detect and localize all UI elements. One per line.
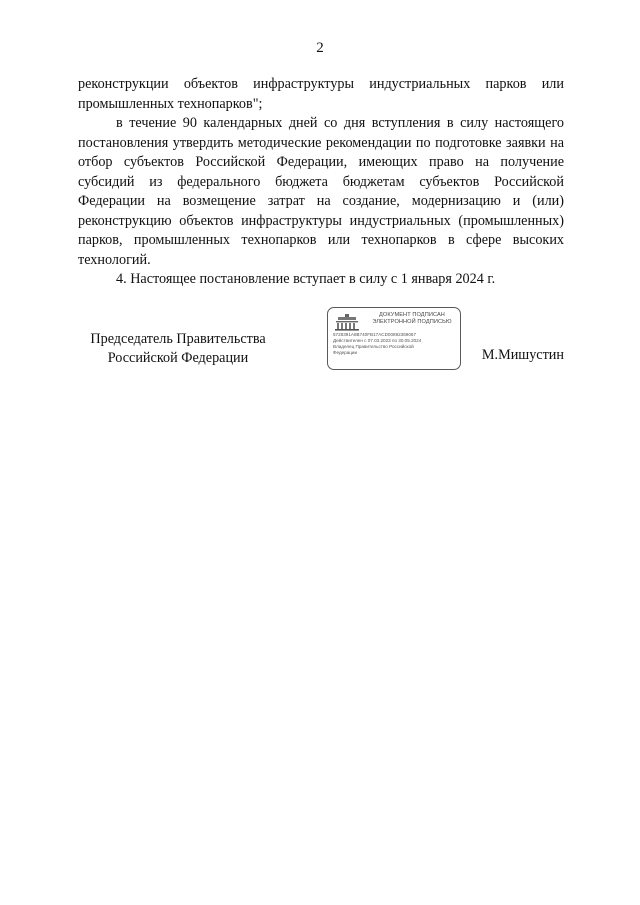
signatory-name: М.Мишустин (481, 347, 564, 363)
stamp-header-line1: ДОКУМЕНТ ПОДПИСАН (379, 312, 445, 318)
stamp-owner-line2: Федерации (333, 349, 358, 355)
paragraph-continuation: реконструкции объектов инфраструктуры индустриальных парков или промышленных технопарков"; (78, 76, 564, 112)
signatory-title-line2: Российской Федерации (107, 350, 249, 366)
paragraph-effective-date: 4. Настоящее постановление вступает в силу с 1 января 2024 г. (116, 271, 496, 287)
signatory-title (78, 330, 278, 368)
stamp-owner-line1: Владелец Правительство Российской (333, 343, 414, 349)
page-number: 2 (316, 40, 324, 56)
electronic-signature-stamp (327, 307, 461, 370)
coat-of-arms-icon (333, 313, 361, 331)
stamp-validity: Действителен с 07.03.2023 по 30.05.2024 (333, 337, 422, 343)
stamp-serial: 5728391A8B740FB17ACD00892369067 (333, 332, 417, 337)
paragraph-methodical-recommendations: в течение 90 календарных дней со дня вступления в силу настоящего постановления утвердить методические рекомендации по подготовке заявки на отбор субъектов Российской Федерации, имеющих право на получение субсидий из федерального бюджета бюджетам субъектов Российской Федерации на возмещение затрат на создание, модернизацию и (или) реконструкцию объектов инфраструктуры индустриальных (промышленных) парков, промышленных технопарков или технопарков в сфере высоких технологий. (78, 115, 564, 268)
stamp-header (366, 312, 458, 326)
document-body (78, 75, 564, 290)
stamp-certificate-info (333, 332, 459, 356)
stamp-header-line2: ЭЛЕКТРОННОЙ ПОДПИСЬЮ (372, 319, 452, 325)
signatory-title-line1: Председатель Правительства (90, 331, 266, 347)
